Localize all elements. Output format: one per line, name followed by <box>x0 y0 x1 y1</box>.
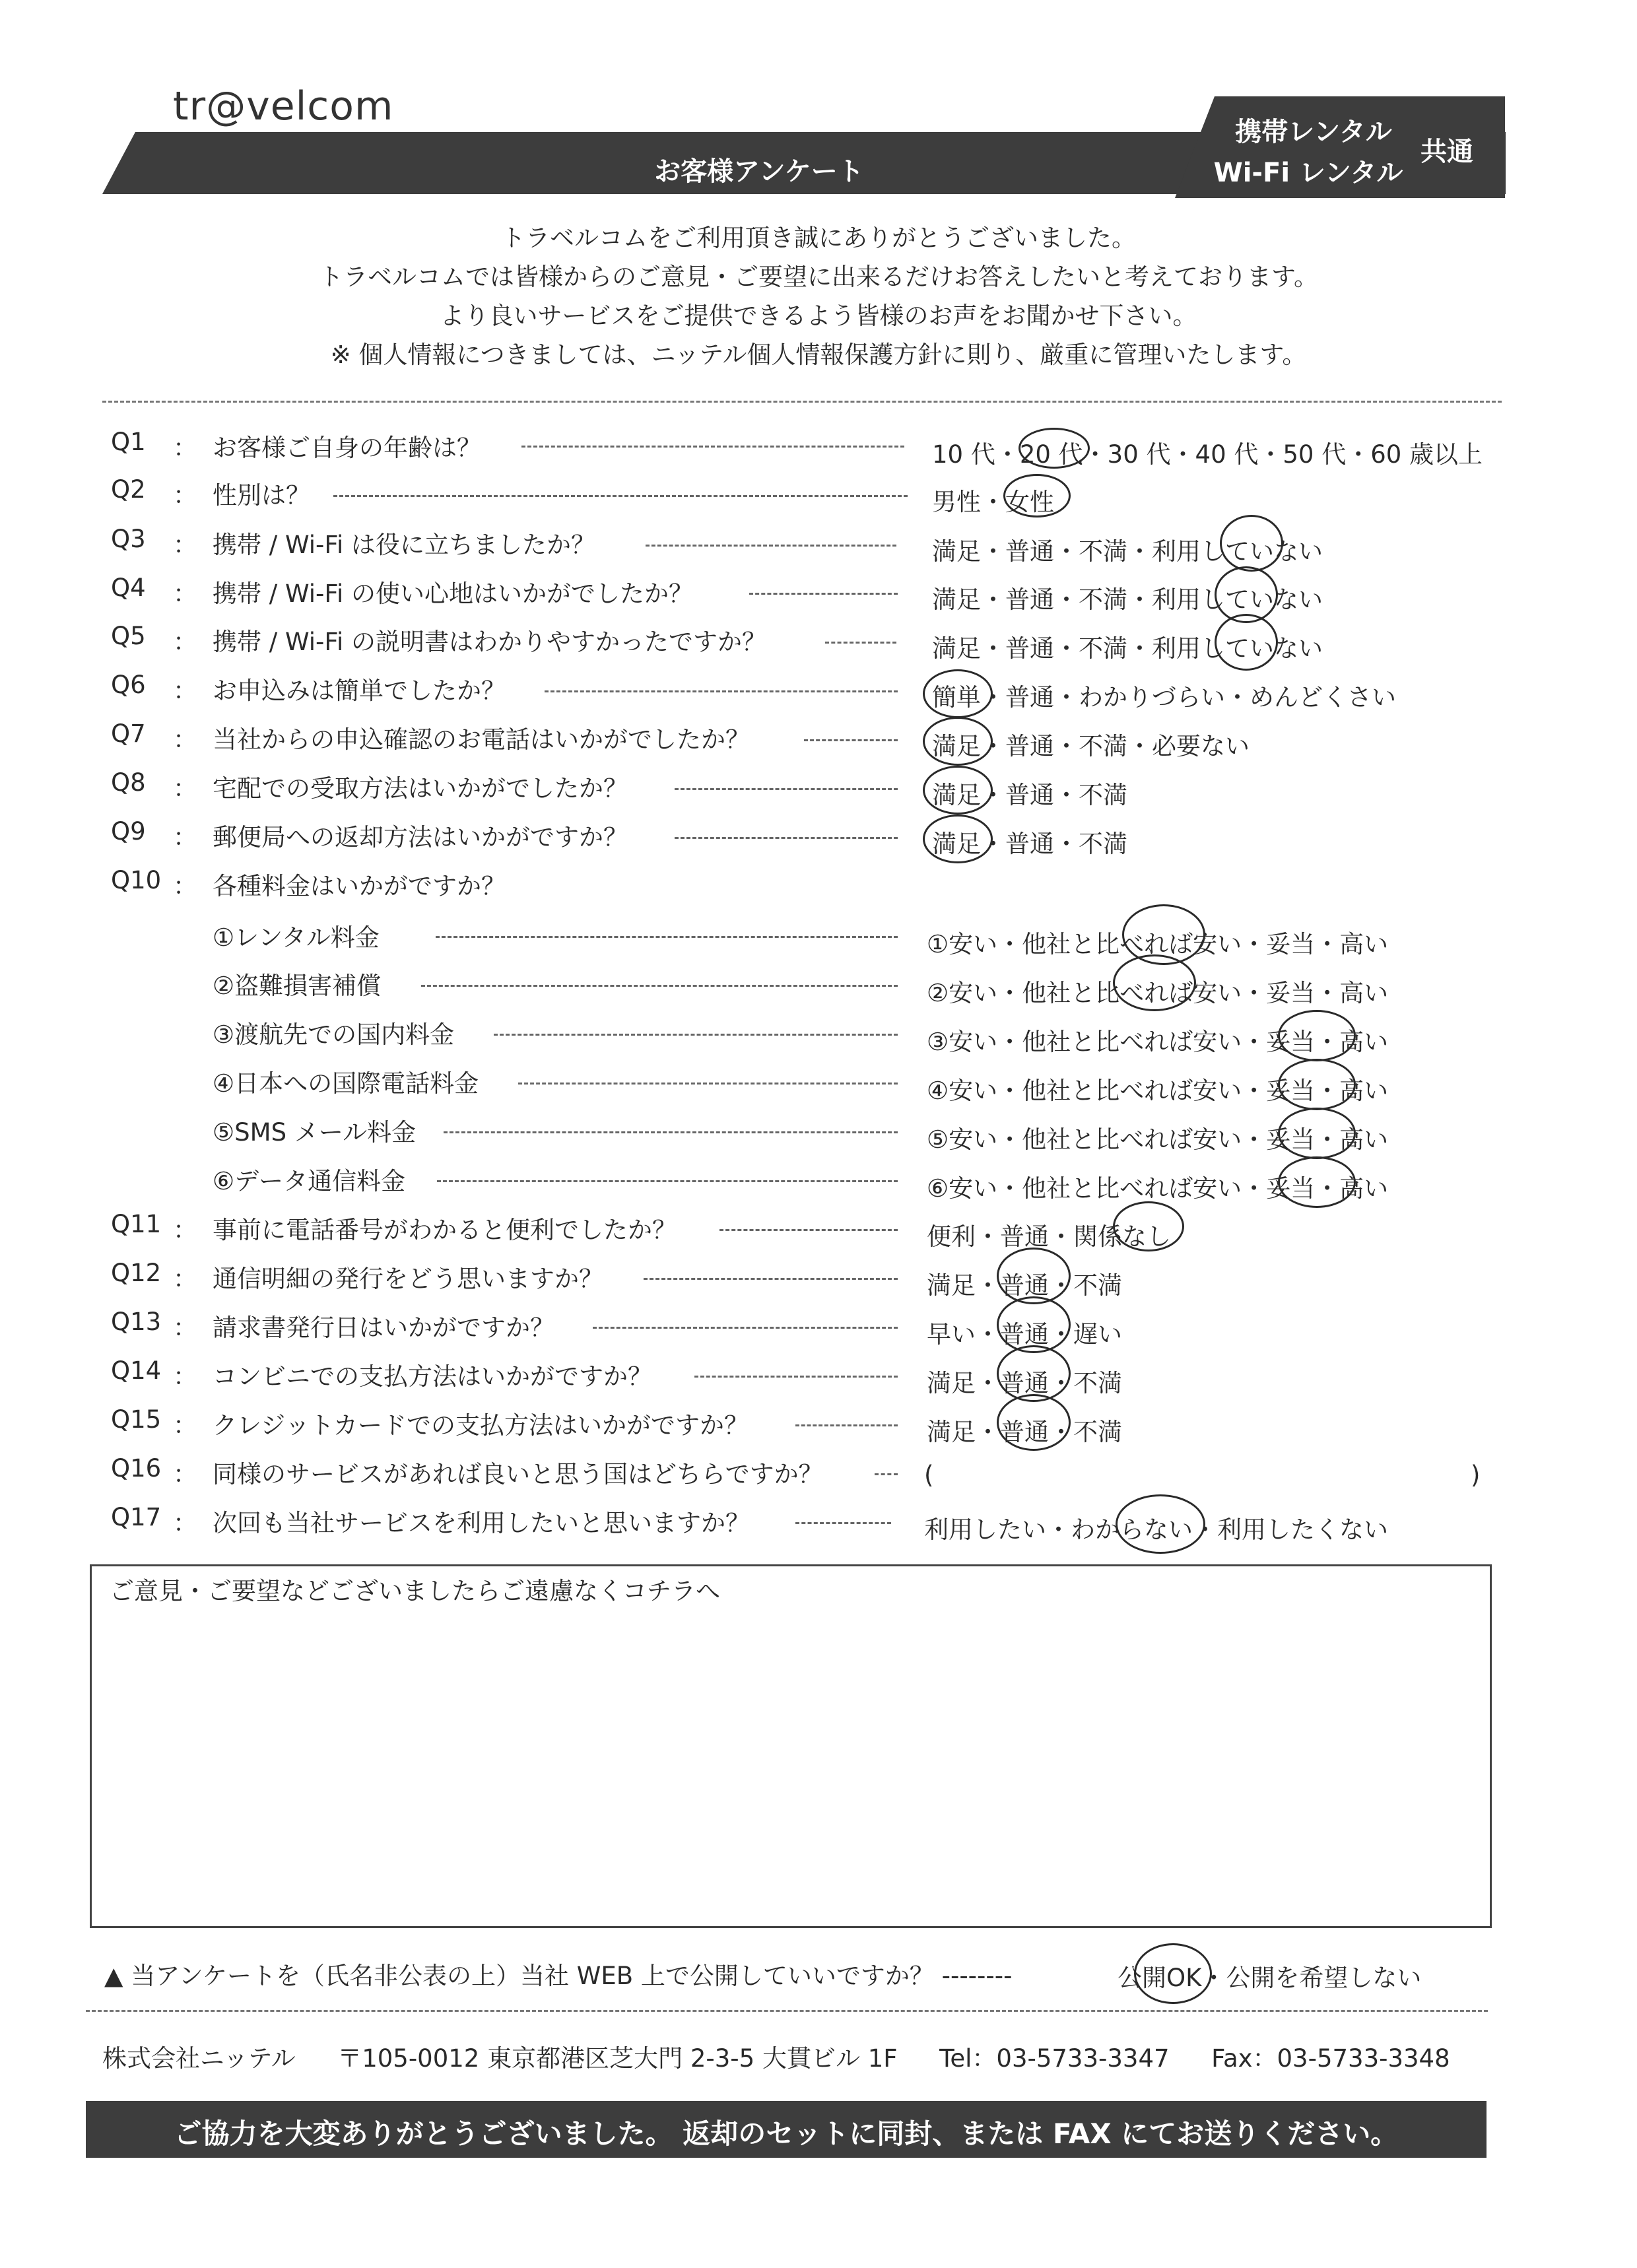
selection-circle <box>1019 428 1090 469</box>
company-footer <box>102 2038 1450 2074</box>
question-number: Q7 <box>111 719 146 748</box>
question-colon: ： <box>173 1509 197 1537</box>
leader-line <box>875 1473 898 1475</box>
selection-circle <box>1113 1201 1184 1251</box>
leader-line <box>518 1083 898 1084</box>
leader-line <box>719 1229 898 1231</box>
question-text: 郵便局への返却方法はいかがですか？ <box>213 823 628 851</box>
leader-line <box>694 1376 898 1378</box>
question-text: クレジットカードでの支払方法はいかがですか？ <box>213 1411 749 1440</box>
leader-line <box>675 788 898 790</box>
answer-options: 満足・普通・不満・利用していない <box>932 585 1323 614</box>
question-number: Q10 <box>111 866 162 894</box>
selection-circle <box>923 766 993 815</box>
question-number: Q16 <box>111 1454 162 1483</box>
question-colon: ： <box>173 677 197 705</box>
fee-answer-options: ④安い・他社と比べれば安い・妥当・高い <box>927 1077 1389 1105</box>
selection-circle <box>1215 614 1278 671</box>
question-text: 請求書発行日はいかがですか？ <box>213 1314 554 1342</box>
selection-circle <box>1134 1943 1212 2004</box>
question-number: Q17 <box>111 1503 162 1531</box>
answer-options: 便利・普通・関係なし <box>927 1222 1171 1251</box>
question-text: 次回も当社サービスを利用したいと思いますか？ <box>213 1509 750 1537</box>
selection-circle <box>1113 954 1196 1011</box>
leader-line <box>825 642 896 644</box>
question-text: お申込みは簡単でしたか？ <box>213 677 506 705</box>
question-number: Q9 <box>111 817 146 846</box>
answer-options: 満足・普通・不満・利用していない <box>932 537 1323 566</box>
answer-options: 利用したい・わからない・利用したくない <box>924 1516 1388 1544</box>
fee-answer-options: ⑤安い・他社と比べれば安い・妥当・高い <box>927 1125 1389 1154</box>
answer-options: 満足・普通・不満 <box>932 830 1127 858</box>
intro-line: より良いサービスをご提供できるよう皆様のお声をお聞かせ下さい。 <box>440 302 1197 330</box>
question-number: Q5 <box>111 622 146 650</box>
publish-question: ▲ 当アンケートを（氏名非公表の上）当社 WEB 上で公開していいですか？ -------- <box>104 1962 1013 1990</box>
selection-circle <box>1116 1494 1205 1554</box>
question-text: お客様ご自身の年齢は？ <box>213 434 481 462</box>
leader-line <box>749 593 898 595</box>
answer-options: 満足・普通・不満 <box>927 1271 1122 1300</box>
question-text: コンビニでの支払方法はいかがですか？ <box>213 1362 652 1391</box>
question-number: Q8 <box>111 768 146 797</box>
company-address: 〒105-0012 東京都港区芝大門 2-3-5 大貫ビル 1F <box>337 2044 898 2073</box>
selection-circle <box>1003 474 1071 517</box>
question-colon: ： <box>173 580 197 608</box>
leader-line <box>333 495 908 497</box>
question-number: Q3 <box>111 525 146 553</box>
thanks-text: ご協力を大変ありがとうございました。 返却のセットに同封、または FAX にてお送りください。 <box>174 2118 1399 2150</box>
badge-mobile-rental: 携帯レンタル <box>1235 117 1392 147</box>
fee-label: ⑥データ通信料金 <box>213 1167 406 1195</box>
leader-line <box>795 1522 891 1524</box>
fee-label: ③渡航先での国内料金 <box>213 1020 455 1049</box>
leader-line <box>675 837 898 839</box>
answer-options: 簡単・普通・わかりづらい・めんどくさい <box>932 683 1396 712</box>
fee-answer-options: ②安い・他社と比べれば安い・妥当・高い <box>927 979 1389 1007</box>
intro-line: トラベルコムをご利用頂き誠にありがとうございました。 <box>501 224 1136 252</box>
fee-answer-options: ⑥安い・他社と比べれば安い・妥当・高い <box>927 1174 1389 1203</box>
company-name: 株式会社ニッテル <box>102 2044 296 2073</box>
answer-options: 満足・普通・不満・利用していない <box>932 634 1323 663</box>
leader-line <box>421 985 898 987</box>
intro-line: トラベルコムでは皆様からのご意見・ご要望に出来るだけお答えしたいと考えております。 <box>318 263 1319 291</box>
question-colon: ： <box>173 1460 197 1488</box>
selection-circle <box>997 1394 1071 1451</box>
question-colon: ： <box>173 725 197 754</box>
question-text: 携帯 / Wi-Fi の説明書はわかりやすかったですか？ <box>213 628 767 656</box>
publish-answer-options: 公開OK・公開を希望しない <box>1118 1964 1422 1992</box>
leader-line <box>646 545 896 547</box>
question-colon: ： <box>173 1411 197 1440</box>
question-number: Q1 <box>111 428 146 456</box>
question-text: 宅配での受取方法はいかがでしたか？ <box>213 774 628 803</box>
leader-line <box>644 1278 898 1280</box>
question-number: Q4 <box>111 574 146 602</box>
leader-line <box>545 690 898 692</box>
answer-options: 満足・普通・不満 <box>927 1369 1122 1397</box>
company-logo: tr@velcom <box>173 83 394 129</box>
selection-circle <box>1220 515 1283 572</box>
question-colon: ： <box>173 823 197 851</box>
question-number: Q6 <box>111 671 146 699</box>
question-number: Q13 <box>111 1308 162 1336</box>
leader-line <box>494 1034 898 1036</box>
question-number: Q11 <box>111 1210 162 1238</box>
survey-title: お客様アンケート <box>654 156 864 187</box>
question-colon: ： <box>173 774 197 803</box>
selection-circle <box>923 669 993 718</box>
question-colon: ： <box>173 872 197 900</box>
divider <box>86 2010 1488 2012</box>
leader-line <box>593 1327 898 1329</box>
privacy-note: ※ 個人情報につきましては、ニッテル個人情報保護方針に則り、厳重に管理いたします。 <box>330 341 1307 369</box>
leader-line <box>795 1424 898 1426</box>
leader-line <box>444 1131 898 1133</box>
question-colon: ： <box>173 1314 197 1342</box>
fee-answer-options: ③安い・他社と比べれば安い・妥当・高い <box>927 1028 1389 1056</box>
selection-circle <box>923 815 993 863</box>
selection-circle <box>1278 1156 1356 1208</box>
fee-label: ②盗難損害補償 <box>213 972 382 1000</box>
company-tel: Tel：03-5733-3347 <box>939 2044 1170 2073</box>
divider <box>102 401 1502 403</box>
question-colon: ： <box>173 1216 197 1244</box>
question-colon: ： <box>173 628 197 656</box>
comment-box[interactable] <box>90 1564 1492 1928</box>
answer-options: 満足・普通・不満・必要ない <box>932 732 1250 760</box>
fee-label: ⑤SMS メール料金 <box>213 1118 417 1147</box>
question-text: 同様のサービスがあれば良いと思う国はどちらですか？ <box>213 1460 823 1488</box>
selection-circle <box>923 717 993 766</box>
fee-label: ①レンタル料金 <box>213 923 380 952</box>
question-number: Q14 <box>111 1356 162 1385</box>
answer-options: 10 代・20 代・30 代・40 代・50 代・60 歳以上 <box>932 440 1483 469</box>
comment-box-label: ご意見・ご要望などございましたらご遠慮なくコチラへ <box>110 1577 720 1605</box>
answer-options: 満足・普通・不満 <box>932 781 1127 809</box>
question-colon: ： <box>173 481 197 510</box>
fee-answer-options: ①安い・他社と比べれば安い・妥当・高い <box>927 930 1389 958</box>
selection-circle <box>1278 1108 1356 1159</box>
answer-close-paren: ) <box>1471 1461 1481 1489</box>
badge-wifi-rental: Wi-Fi レンタル <box>1213 158 1403 188</box>
company-fax: Fax：03-5733-3348 <box>1211 2044 1450 2073</box>
answer-open-paren: ( <box>924 1461 934 1489</box>
question-text: 事前に電話番号がわかると便利でしたか？ <box>213 1216 677 1244</box>
question-number: Q2 <box>111 475 146 504</box>
question-number: Q12 <box>111 1259 162 1287</box>
answer-options: 男性・女性 <box>932 488 1054 516</box>
answer-options: 満足・普通・不満 <box>927 1418 1122 1446</box>
leader-line <box>804 739 898 741</box>
question-colon: ： <box>173 531 197 559</box>
question-text: 携帯 / Wi-Fi の使い心地はいかがでしたか？ <box>213 580 694 608</box>
leader-line <box>437 1180 898 1182</box>
answer-options: 早い・普通・遅い <box>927 1320 1122 1349</box>
leader-line <box>521 446 904 448</box>
selection-circle <box>1278 1010 1356 1061</box>
question-text: 性別は？ <box>213 481 310 510</box>
badge-common: 共通 <box>1420 137 1473 167</box>
question-colon: ： <box>173 1362 197 1391</box>
fee-label: ④日本への国際電話料金 <box>213 1069 479 1098</box>
question-text: 通信明細の発行をどう思いますか？ <box>213 1265 603 1293</box>
question-text: 当社からの申込確認のお電話はいかがでしたか？ <box>213 725 750 754</box>
question-number: Q15 <box>111 1405 162 1434</box>
selection-circle <box>1278 1059 1356 1110</box>
leader-line <box>436 936 898 938</box>
question-colon: ： <box>173 1265 197 1293</box>
question-colon: ： <box>173 434 197 462</box>
question-text: 携帯 / Wi-Fi は役に立ちましたか？ <box>213 531 596 559</box>
question-text: 各種料金はいかがですか？ <box>213 872 506 900</box>
